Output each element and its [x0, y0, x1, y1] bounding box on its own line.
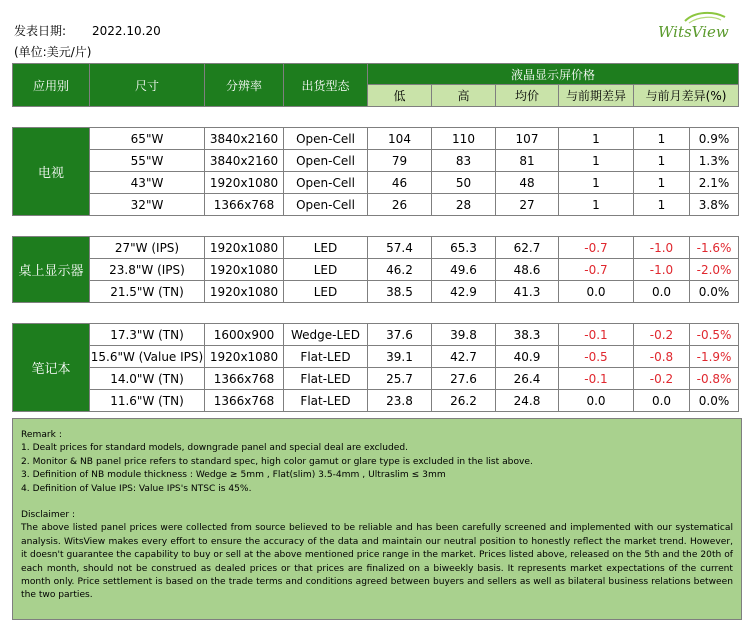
avg-cell: 81	[496, 150, 559, 172]
vs-prev-period-cell: 1	[559, 150, 634, 172]
vs-prev-month-pct-cell: 0.0%	[690, 390, 739, 412]
vs-prev-month-pct-cell: -0.8%	[690, 368, 739, 390]
vs-prev-month-pct-cell: 0.9%	[690, 128, 739, 150]
shipment-type-cell: LED	[284, 237, 368, 259]
high-cell: 42.9	[432, 281, 496, 303]
col-price-group: 液晶显示屏价格	[368, 64, 739, 85]
high-cell: 27.6	[432, 368, 496, 390]
col-shipment-type: 出货型态	[284, 64, 368, 107]
unit-note: (单位:美元/片)	[14, 45, 92, 59]
spacer-cell	[13, 303, 739, 324]
spacer-cell	[13, 216, 739, 237]
remark-item-2: 2. Monitor & NB panel price refers to standard spec, high color gamut or glare type is excluded in the list above.	[21, 456, 533, 467]
vs-prev-month-cell: -0.2	[634, 368, 690, 390]
vs-prev-period-cell: -0.7	[559, 259, 634, 281]
col-application: 应用别	[13, 64, 90, 107]
high-cell: 42.7	[432, 346, 496, 368]
table-row	[13, 324, 739, 346]
vs-prev-month-pct-cell: -1.9%	[690, 346, 739, 368]
logo-text: WitsView	[658, 23, 729, 41]
high-cell: 28	[432, 194, 496, 216]
resolution-cell: 1920x1080	[205, 237, 284, 259]
vs-prev-month-pct-cell: -2.0%	[690, 259, 739, 281]
group-label: 笔记本	[13, 324, 90, 412]
size-cell: 32"W	[90, 194, 205, 216]
vs-prev-month-pct-cell: 3.8%	[690, 194, 739, 216]
vs-prev-month-cell: 0.0	[634, 390, 690, 412]
low-cell: 57.4	[368, 237, 432, 259]
group-label: 桌上显示器	[13, 237, 90, 303]
shipment-type-cell: Wedge-LED	[284, 324, 368, 346]
vs-prev-period-cell: 1	[559, 128, 634, 150]
size-cell: 17.3"W (TN)	[90, 324, 205, 346]
table-row	[13, 346, 739, 368]
avg-cell: 107	[496, 128, 559, 150]
avg-cell: 41.3	[496, 281, 559, 303]
table-row	[13, 281, 739, 303]
col-low: 低	[368, 85, 432, 107]
table-row	[13, 194, 739, 216]
resolution-cell: 1920x1080	[205, 259, 284, 281]
vs-prev-month-cell: -1.0	[634, 259, 690, 281]
size-cell: 43"W	[90, 172, 205, 194]
vs-prev-period-cell: -0.5	[559, 346, 634, 368]
resolution-cell: 1600x900	[205, 324, 284, 346]
vs-prev-month-cell: -0.2	[634, 324, 690, 346]
vs-prev-period-cell: 1	[559, 172, 634, 194]
shipment-type-cell: Open-Cell	[284, 194, 368, 216]
col-vs-prev-month: 与前月差异(%)	[634, 85, 739, 107]
shipment-type-cell: Open-Cell	[284, 150, 368, 172]
low-cell: 104	[368, 128, 432, 150]
vs-prev-month-pct-cell: 2.1%	[690, 172, 739, 194]
panel-price-table	[12, 63, 739, 412]
vs-prev-month-cell: 1	[634, 128, 690, 150]
publish-date-value: 2022.10.20	[92, 24, 161, 38]
low-cell: 38.5	[368, 281, 432, 303]
low-cell: 25.7	[368, 368, 432, 390]
shipment-type-cell: LED	[284, 281, 368, 303]
vs-prev-month-cell: -1.0	[634, 237, 690, 259]
vs-prev-month-cell: 0.0	[634, 281, 690, 303]
price-table-body	[13, 107, 739, 412]
vs-prev-month-cell: 1	[634, 194, 690, 216]
low-cell: 37.6	[368, 324, 432, 346]
shipment-type-cell: LED	[284, 259, 368, 281]
vs-prev-period-cell: -0.1	[559, 368, 634, 390]
remark-title: Remark :	[21, 430, 62, 440]
avg-cell: 40.9	[496, 346, 559, 368]
avg-cell: 27	[496, 194, 559, 216]
high-cell: 49.6	[432, 259, 496, 281]
high-cell: 50	[432, 172, 496, 194]
table-row	[13, 237, 739, 259]
spacer-cell	[13, 107, 739, 128]
shipment-type-cell: Flat-LED	[284, 390, 368, 412]
table-row	[13, 128, 739, 150]
low-cell: 79	[368, 150, 432, 172]
low-cell: 26	[368, 194, 432, 216]
resolution-cell: 1920x1080	[205, 346, 284, 368]
resolution-cell: 3840x2160	[205, 128, 284, 150]
shipment-type-cell: Flat-LED	[284, 346, 368, 368]
resolution-cell: 1920x1080	[205, 172, 284, 194]
size-cell: 23.8"W (IPS)	[90, 259, 205, 281]
disclaimer-title: Disclaimer :	[21, 510, 76, 521]
vs-prev-month-cell: -0.8	[634, 346, 690, 368]
size-cell: 65"W	[90, 128, 205, 150]
table-row	[13, 390, 739, 412]
table-row	[13, 259, 739, 281]
col-size: 尺寸	[90, 64, 205, 107]
col-resolution: 分辨率	[205, 64, 284, 107]
vs-prev-period-cell: 1	[559, 194, 634, 216]
col-avg: 均价	[496, 85, 559, 107]
vs-prev-month-cell: 1	[634, 172, 690, 194]
low-cell: 46	[368, 172, 432, 194]
table-row	[13, 150, 739, 172]
remark-item-4: 4. Definition of Value IPS: Value IPS's NTSC is 45%.	[21, 483, 252, 494]
vs-prev-month-pct-cell: -1.6%	[690, 237, 739, 259]
publish-date-label: 发表日期:	[14, 24, 67, 38]
size-cell: 55"W	[90, 150, 205, 172]
remark-box	[12, 418, 742, 620]
vs-prev-period-cell: 0.0	[559, 281, 634, 303]
shipment-type-cell: Open-Cell	[284, 128, 368, 150]
low-cell: 39.1	[368, 346, 432, 368]
size-cell: 15.6"W (Value IPS)	[90, 346, 205, 368]
size-cell: 21.5"W (TN)	[90, 281, 205, 303]
group-spacer	[13, 216, 739, 237]
size-cell: 14.0"W (TN)	[90, 368, 205, 390]
avg-cell: 24.8	[496, 390, 559, 412]
group-spacer	[13, 303, 739, 324]
vs-prev-month-pct-cell: -0.5%	[690, 324, 739, 346]
table-row	[13, 172, 739, 194]
vs-prev-month-pct-cell: 0.0%	[690, 281, 739, 303]
avg-cell: 38.3	[496, 324, 559, 346]
group-label: 电视	[13, 128, 90, 216]
col-vs-prev-period: 与前期差异	[559, 85, 634, 107]
high-cell: 110	[432, 128, 496, 150]
group-spacer	[13, 107, 739, 128]
size-cell: 27"W (IPS)	[90, 237, 205, 259]
shipment-type-cell: Open-Cell	[284, 172, 368, 194]
resolution-cell: 1920x1080	[205, 281, 284, 303]
vs-prev-period-cell: -0.1	[559, 324, 634, 346]
resolution-cell: 1366x768	[205, 194, 284, 216]
high-cell: 26.2	[432, 390, 496, 412]
col-high: 高	[432, 85, 496, 107]
disclaimer-text: The above listed panel prices were collected from source believed to be reliable and has been carefully screened and implemented with our systematical analysis. WitsView makes every effort to ensure the accuracy of the data and maintain our neutral position to honestly reflect the market trend. However, it doesn't guarantee the capability to buy or sell at the above mentioned price range in the market. Prices listed above, released on the 5th and the 20th of each month, should not be construed as dealed prices or that prices are finalized on a biweekly basis. It represents market expectations of the current month only. Price settlement is based on the trade terms and conditions agreed between buyers and sellers as well as bilateral business relations between the two parties.	[21, 523, 733, 601]
vs-prev-period-cell: -0.7	[559, 237, 634, 259]
publish-date	[14, 22, 161, 40]
high-cell: 83	[432, 150, 496, 172]
resolution-cell: 1366x768	[205, 390, 284, 412]
resolution-cell: 3840x2160	[205, 150, 284, 172]
vs-prev-month-pct-cell: 1.3%	[690, 150, 739, 172]
witsview-logo	[655, 9, 729, 45]
low-cell: 23.8	[368, 390, 432, 412]
high-cell: 39.8	[432, 324, 496, 346]
low-cell: 46.2	[368, 259, 432, 281]
avg-cell: 48	[496, 172, 559, 194]
high-cell: 65.3	[432, 237, 496, 259]
vs-prev-period-cell: 0.0	[559, 390, 634, 412]
vs-prev-month-cell: 1	[634, 150, 690, 172]
remark-item-3: 3. Definition of NB module thickness : Wedge ≥ 5mm , Flat(slim) 3.5-4mm , Ultraslim ≤ 3mm	[21, 470, 446, 481]
avg-cell: 62.7	[496, 237, 559, 259]
table-row	[13, 368, 739, 390]
avg-cell: 26.4	[496, 368, 559, 390]
remark-item-1: 1. Dealt prices for standard models, downgrade panel and special deal are excluded.	[21, 443, 408, 454]
size-cell: 11.6"W (TN)	[90, 390, 205, 412]
shipment-type-cell: Flat-LED	[284, 368, 368, 390]
resolution-cell: 1366x768	[205, 368, 284, 390]
avg-cell: 48.6	[496, 259, 559, 281]
